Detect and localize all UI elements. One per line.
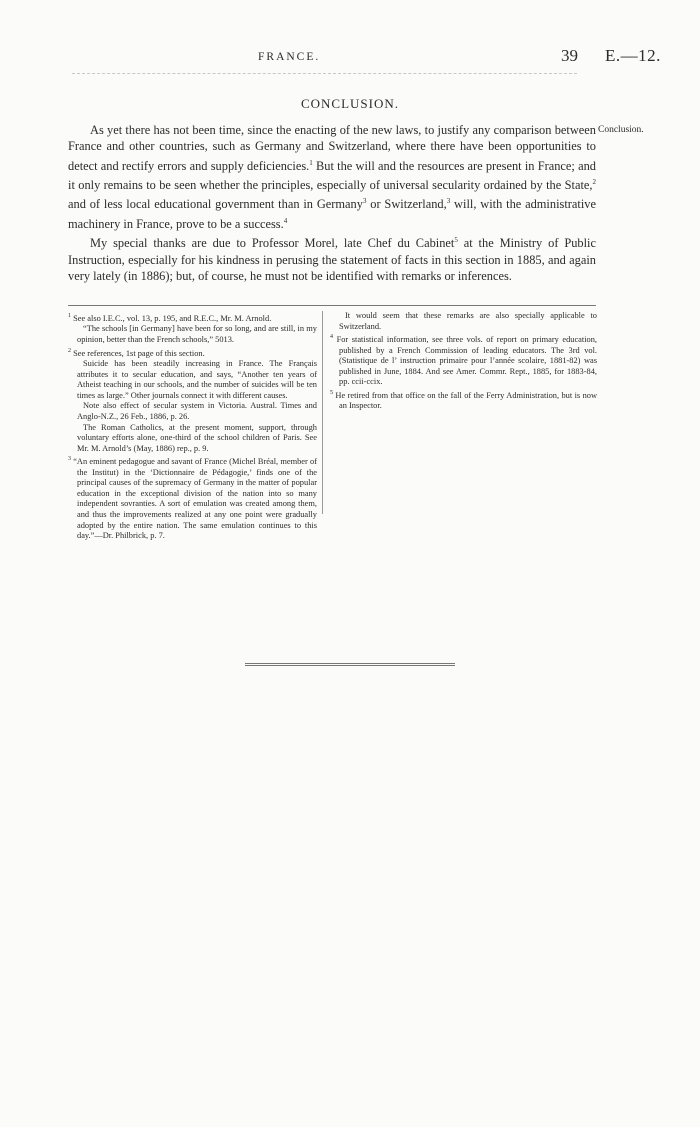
footnote-2-victoria: Note also effect of secular system in Victoria. Austral. Times and Anglo-N.Z., 26 Feb., 1886, p. 26.	[77, 401, 317, 421]
footnote-ref-5: 5	[454, 236, 458, 245]
footnote-5: $^5$ He retired from that office on the fall of the Ferry Administration, but is now an Inspector.	[330, 389, 597, 411]
footnote-2-catholics: The Roman Catholics, at the present moment, support, through voluntary efforts alone, one-third of the school children of Paris. See Mr. M. Arnold’s (May, 1886) rep., p. 9.	[77, 422, 317, 453]
footnote-ref-2: 2	[592, 178, 596, 187]
page-header	[0, 0, 700, 80]
footnote-1: $^1$ See also I.E.C., vol. 13, p. 195, and R.E.C., Mr. M. Arnold.	[68, 313, 272, 323]
footnote-2: $^2$ See references, 1st page of this section.	[68, 347, 205, 358]
footnote-ref-3: 3	[362, 197, 367, 206]
column-divider	[322, 311, 323, 514]
paragraph-2: My special thanks are due to Professor Morel, late Chef du Cabinet$^5$ at the Ministry of Public Instruction, especially for his kindness in perusing the statement of facts in this section in 1885, and again very lately (in 1886); but, of course, he must not be identified with remarks or inferences.	[68, 236, 596, 283]
page-number: 39	[561, 46, 578, 65]
header-rule	[72, 73, 577, 74]
paragraph-1: As yet there has not been time, since the enacting of the new laws, to justify any comparison between France and other countries, such as Germany and Switzerland, where there have been opportunities to detect and rectify errors and supply deficiencies.$^1$ But the will and the resources are present in France; and it only remains to be seen whether the principles, especially of universal secularity ordained by the State,$^2$ and of less local educational government than in Germany$^3$ or Switzerland,$^3$ will, with the administrative machinery in France, prove to be a success.$^4$	[68, 123, 596, 231]
footnote-rule	[68, 305, 596, 306]
footnote-3-continued: It would seem that these remarks are also specially applicable to Switzerland.	[339, 311, 597, 331]
footnotes-left-column	[68, 311, 317, 542]
section-title: CONCLUSION.	[300, 96, 400, 111]
margin-note: Conclusion.	[598, 125, 644, 135]
footnote-1-quote: “The schools [in Germany] have been for so long, and are still, in my opinion, better than the French schools,” 5013.	[77, 324, 317, 344]
end-rule	[245, 663, 455, 666]
footnote-2-suicide: Suicide has been steadily increasing in France. The Français attributes it to secular education, and says, “Another ten years of Atheist teaching in our schools, and the number of suicides will be ten times as large.” Other journals connect it with different causes.	[77, 358, 317, 400]
footnote-ref-3b: 3	[446, 197, 451, 206]
running-head: FRANCE.	[258, 51, 321, 63]
document-reference: E.—12.	[605, 46, 661, 65]
body-text	[68, 122, 596, 284]
footnote-3: $^3$ “An eminent pedagogue and savant of France (Michel Bréal, member of the Institut) in the ‘Dictionnaire de Pédagogie,’ finds one of the principal causes of the supremacy of Germany in the matter of popular education in the exceptional division of the nation into so many independent sovranties. A sort of emulation was created among them, and thus the improvements realized at any one point were gradually adopted by the entire nation. The same emulation continues to this day.”—Dr. Philbrick, p. 7.	[68, 456, 317, 541]
footnote-ref-1: 1	[309, 158, 313, 167]
footnote-4: $^4$ For statistical information, see three vols. of report on primary education, published by a French Commission of leading educators. The 3rd vol. (Statistique de l’ instruction primaire pour l’année scolaire, 1881-82) was published in June, 1884. And see Amer. Commr. Rept., 1885, for 1883-84, pp. ccii-ccix.	[330, 334, 597, 387]
footnotes-right-column	[330, 311, 597, 412]
footnote-ref-4: 4	[283, 216, 288, 225]
